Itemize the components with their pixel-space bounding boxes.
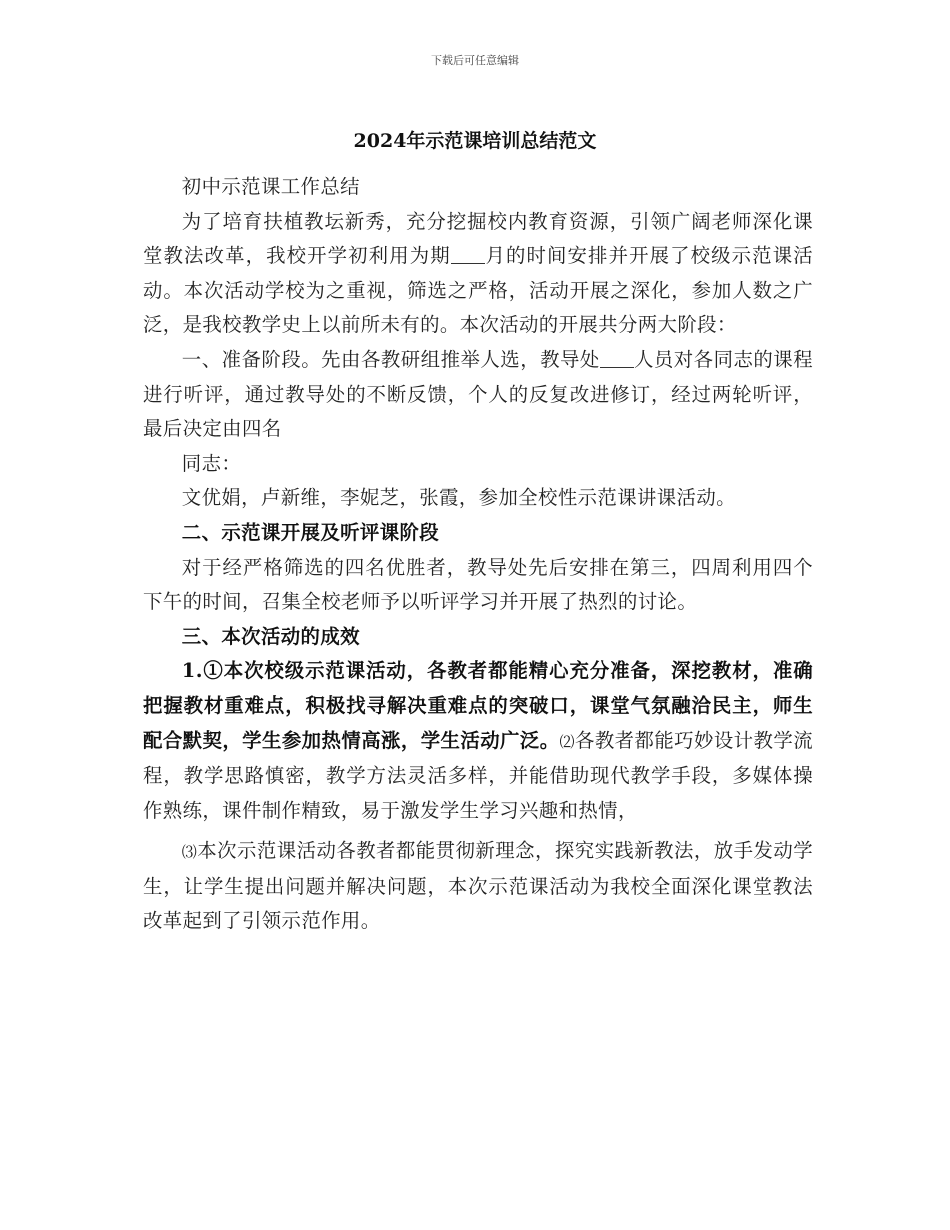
blank-line [600,348,634,368]
paragraph-results-1-bold: 1.①本次校级示范课活动，各教者都能精心充分准备，深挖教材，准确把握教材重难点，积极找寻解决重难点的突破口，课堂气氛融洽民主，师生配合默契，学生参加热情高涨，学生活动广泛。 [143,659,813,752]
item-number-2: ⑵ [559,732,575,751]
paragraph-preparation-text-b: 人员对各同志的课程进行听评，通过教导处的不断反馈，个人的反复改进修订，经过两轮听评，最后决定由四名 [143,347,813,441]
document-title: 2024年示范课培训总结范文 [353,130,597,152]
header-note: 下载后可任意编辑 [431,54,519,67]
paragraph-results-1 [143,654,813,828]
paragraph-preparation-text-a: 一、准备阶段。先由各教研组推举人选，教导处 [181,347,600,371]
paragraph-teacher-list: 文优娟，卢新维，李妮芝，张霞，参加全校性示范课讲课活动。 [181,486,736,510]
paragraph-results-3 [143,834,813,939]
paragraph-intro [143,205,813,343]
heading-section-3: 三、本次活动的成效 [181,624,360,648]
blank-line [451,244,485,264]
paragraph-section-2: 对于经严格筛选的四名优胜者，教导处先后安排在第三，四周利用四个下午的时间，召集全校老师予以听评学习并开展了热烈的讨论。 [143,555,813,614]
paragraph-results-3-text: 本次示范课活动各教者都能贯彻新理念，探究实践新教法，放手发动学生，让学生提出问题并解决问题，本次示范课活动为我校全面深化课堂教法改革起到了引领示范作用。 [143,839,813,933]
paragraph-intro-text-b: 月的时间安排并开展了校级示范课活动。本次活动学校为之重视，筛选之严格，活动开展之深化，参加人数之广泛，是我校教学史上以前所未有的。本次活动的开展共分两大阶段： [143,244,814,337]
paragraph-intro-text-a: 为了培育扶植教坛新秀，充分挖掘校内教育资源，引领广阔老师深化课堂教法改革，我校开学初利用为期 [143,209,813,268]
paragraph-preparation [143,343,813,447]
paragraph-comrades: 同志： [181,451,242,475]
paragraph-results-1-rest: 各教者都能巧妙设计教学流程，教学思路慎密，教学方法灵活多样，并能借助现代教学手段，多媒体操作熟练，课件制作精致，易于激发学生学习兴趣和热情， [143,728,813,822]
subtitle: 初中示范课工作总结 [181,175,360,198]
document-body [143,170,813,939]
heading-section-2: 二、示范课开展及听评课阶段 [181,520,440,544]
item-number-3: ⑶ [181,843,198,862]
